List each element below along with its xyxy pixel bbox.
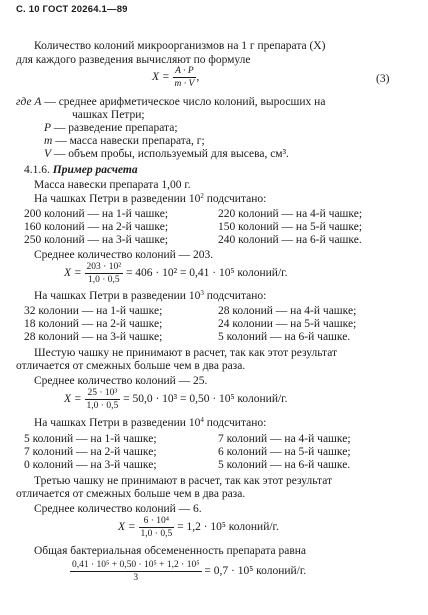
block2-fraction xyxy=(85,388,121,411)
block2-note-2: отличается от смежных больше чем в два раза. xyxy=(16,360,246,372)
block1-numerator: 203 · 10² xyxy=(86,262,122,272)
total-denominator: 3 xyxy=(133,573,139,583)
block3-head-text: На чашках Петри в разведении 10 xyxy=(34,417,201,429)
total-numerator: 0,41 · 10⁵ + 0,50 · 10⁵ + 1,2 · 10⁵ xyxy=(72,560,200,570)
total-fraction xyxy=(70,560,202,583)
block2-average: Среднее количество колоний — 25. xyxy=(34,375,208,387)
list-item: 250 колоний — на 3-й чашке; xyxy=(24,234,169,246)
legend-v xyxy=(44,148,289,161)
block2-note-1: Шестую чашку не принимают в расчет, так как этот результат xyxy=(34,347,338,359)
block1-exponent: 2 xyxy=(200,192,204,200)
example-title: Пример расчета xyxy=(52,164,138,176)
block2-head-text: На чашках Петри в разведении 10 xyxy=(34,290,201,302)
intro-line-2: для каждого разведения вычисляют по формуле xyxy=(16,54,251,66)
list-item: 5 колоний — на 6-й чашке. xyxy=(218,459,351,471)
formula-3-suffix: , xyxy=(196,71,200,84)
block3-formula xyxy=(118,516,279,539)
block2-heading xyxy=(34,290,266,303)
legend-p xyxy=(44,122,178,135)
list-item: 32 колонии — на 1-й чашке; xyxy=(24,305,163,317)
list-item: 5 колоний — на 6-й чашке. xyxy=(218,331,351,343)
list-item: 240 колоний — на 6-й чашке. xyxy=(218,234,362,246)
block3-denominator: 1,0 · 0,5 xyxy=(140,529,173,539)
block2-formula xyxy=(64,388,287,411)
block1-heading xyxy=(34,193,266,206)
block3-note-2: отличается от смежных больше чем в два раза. xyxy=(16,488,246,500)
block1-head-text: На чашках Петри в разведении 10 xyxy=(34,193,201,205)
formula-3-denominator: m · V xyxy=(174,79,195,89)
list-item: 5 колоний — на 1-й чашке; xyxy=(24,433,157,445)
block1-formula-rhs: = 406 · 10² = 0,41 · 10⁵ колоний/г. xyxy=(125,267,288,280)
legend-v-symbol: V xyxy=(44,148,52,160)
block3-formula-rhs: = 1,2 · 10⁵ колоний/г. xyxy=(177,521,279,534)
legend-p-symbol: P xyxy=(44,122,52,134)
list-item: 7 колоний — на 2-й чашке; xyxy=(24,446,157,458)
block2-left-list xyxy=(24,305,162,344)
block2-right-list xyxy=(218,305,356,344)
list-item: 220 колоний — на 4-й чашке; xyxy=(218,208,363,220)
list-item: 200 колоний — на 1-й чашке; xyxy=(24,208,169,220)
page-header: С. 10 ГОСТ 20264.1—89 xyxy=(16,4,128,15)
list-item: 18 колоний — на 2-й чашке; xyxy=(24,318,163,330)
list-item: 160 колоний — на 2-й чашке; xyxy=(24,221,169,233)
block2-exponent: 3 xyxy=(200,289,204,297)
list-item: 28 колоний — на 4-й чашке; xyxy=(218,305,357,317)
block3-exponent: 4 xyxy=(200,416,204,424)
list-item: 0 колоний — на 3-й чашке; xyxy=(24,459,157,471)
example-number: 4.1.6. xyxy=(24,164,50,176)
legend-a-text: — среднее арифметическое число колоний, выросших на xyxy=(44,96,326,108)
formula-3 xyxy=(152,66,199,89)
legend-p-text: — разведение препарата; xyxy=(53,122,178,134)
total-formula-rhs: = 0,7 · 10⁵ колоний/г. xyxy=(204,565,307,578)
block1-fraction xyxy=(85,262,124,285)
formula-3-number: (3) xyxy=(376,73,390,85)
block2-tail: подсчитано: xyxy=(203,290,267,302)
block2-denominator: 1,0 · 0,5 xyxy=(86,401,119,411)
block3-average: Среднее количество колоний — 6. xyxy=(34,503,202,515)
list-item: 150 колоний — на 5-й чашке; xyxy=(218,221,363,233)
list-item: 24 колонии — на 5-й чашке; xyxy=(218,318,357,330)
intro-line-1: Количество колоний микроорганизмов на 1 г препарата (X) xyxy=(34,40,326,52)
block3-formula-lhs: X = xyxy=(118,521,136,534)
legend-v-text: — объем пробы, используемый для высева, см³. xyxy=(53,148,289,160)
legend-a xyxy=(16,96,325,109)
block3-fraction xyxy=(139,516,175,539)
formula-3-numerator: A · P xyxy=(173,66,197,78)
legend-m-symbol: m xyxy=(44,135,53,147)
legend-m xyxy=(44,135,205,148)
total-formula xyxy=(70,560,306,583)
formula-3-fraction xyxy=(173,66,200,89)
list-item: 28 колоний — на 3-й чашке; xyxy=(24,331,163,343)
block2-formula-lhs: X = xyxy=(64,393,82,406)
list-item: 7 колоний — на 4-й чашке; xyxy=(218,433,351,445)
list-item: 6 колоний — на 5-й чашке; xyxy=(218,446,351,458)
legend-a-symbol: где A xyxy=(16,96,42,108)
block2-formula-rhs: = 50,0 · 10³ = 0,50 · 10⁵ колоний/г. xyxy=(123,393,288,406)
block3-tail: подсчитано: xyxy=(203,417,267,429)
example-heading xyxy=(24,164,138,177)
block1-formula xyxy=(64,262,287,285)
block3-note-1: Третью чашку не принимают в расчет, так как этот результат xyxy=(34,475,333,487)
block1-right-list xyxy=(218,208,362,247)
block3-heading xyxy=(34,417,266,430)
block1-formula-lhs: X = xyxy=(64,267,82,280)
legend-a-cont: чашках Петри; xyxy=(72,109,145,121)
block1-denominator: 1,0 · 0,5 xyxy=(87,275,120,285)
formula-3-lhs: X = xyxy=(152,71,170,84)
block3-numerator: 6 · 10⁴ xyxy=(139,516,175,528)
legend-m-text: — масса навески препарата, г; xyxy=(55,135,205,147)
block3-left-list xyxy=(24,433,157,472)
block1-average: Среднее количество колоний — 203. xyxy=(34,249,214,261)
block2-numerator: 25 · 10³ xyxy=(85,388,121,400)
total-line: Общая бактериальная обсемененность препарата равна xyxy=(34,545,307,557)
block1-left-list xyxy=(24,208,168,247)
block1-tail: подсчитано: xyxy=(203,193,267,205)
block3-right-list xyxy=(218,433,351,472)
example-mass: Масса навески препарата 1,00 г. xyxy=(34,179,191,191)
